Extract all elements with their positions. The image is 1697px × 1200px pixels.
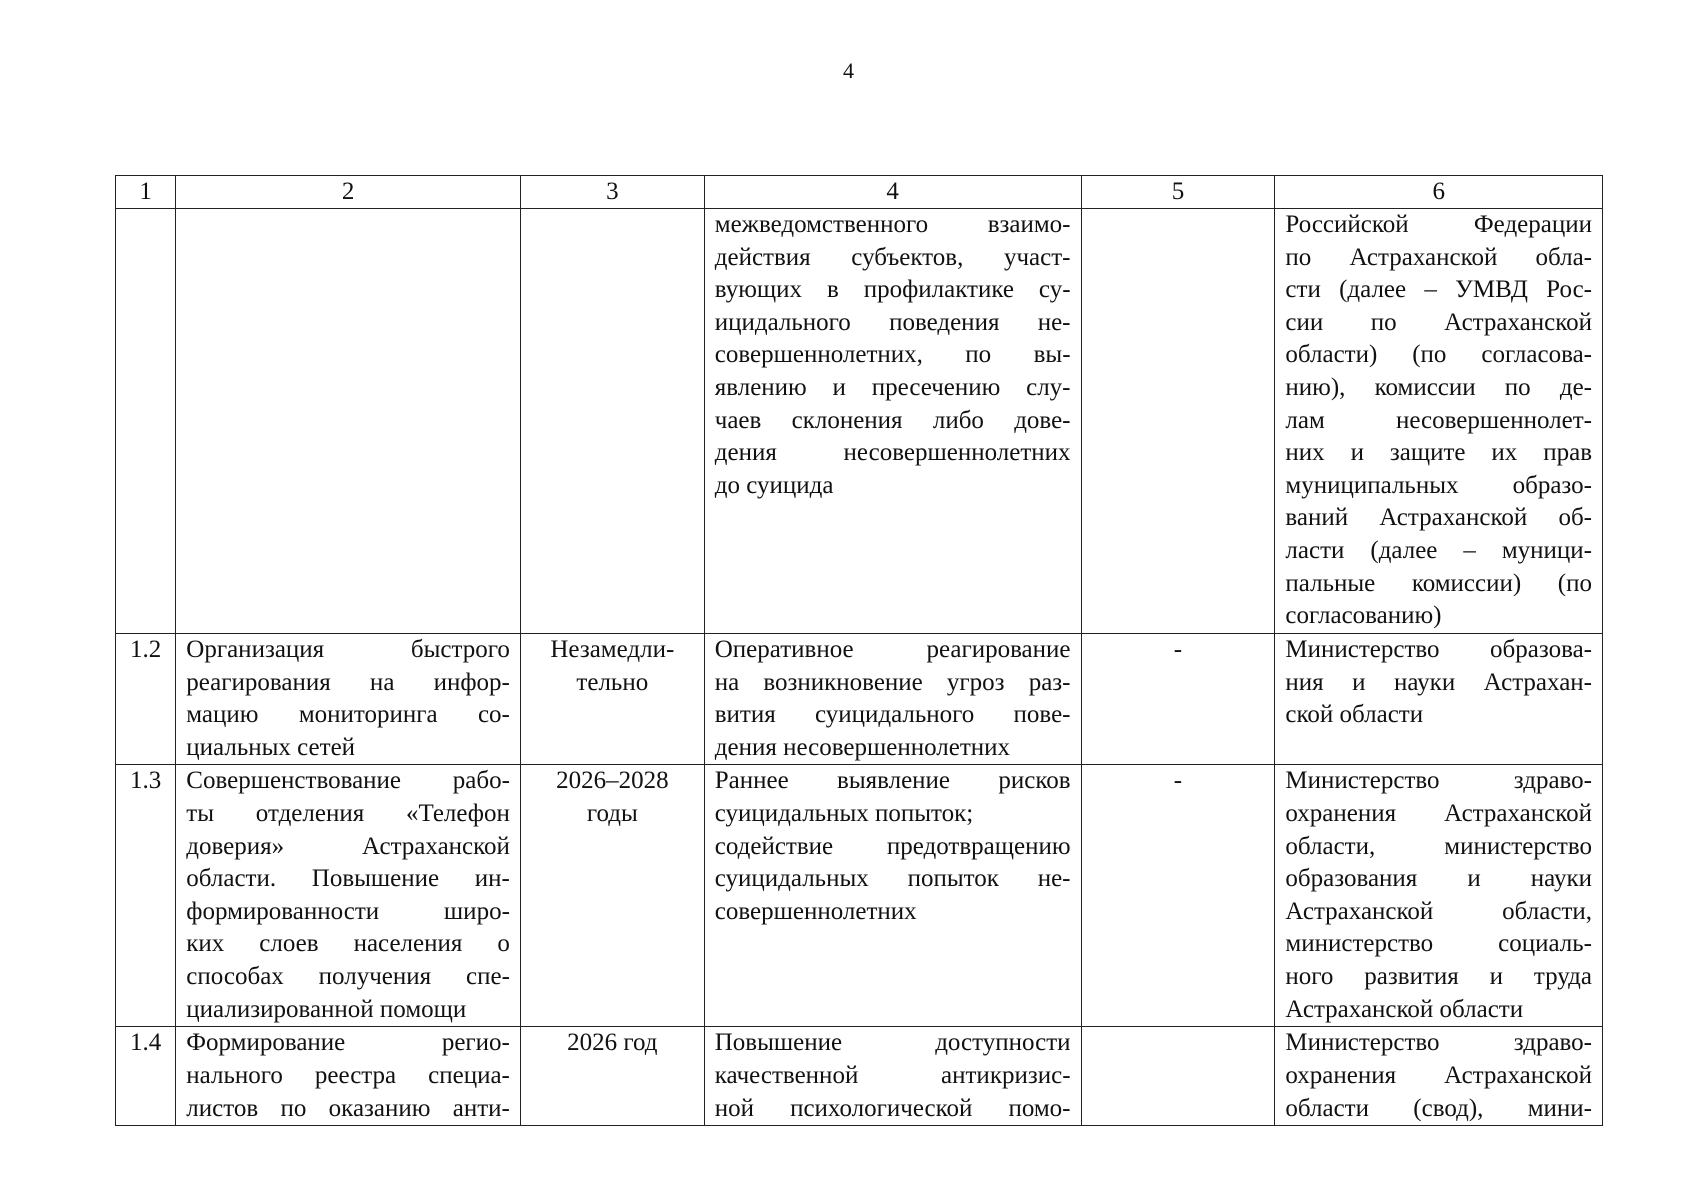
funding-cell: -	[1081, 634, 1275, 765]
text-line: Организация быстрого	[186, 636, 510, 663]
text-line: явлению и пресечению слу-	[714, 373, 1071, 401]
text-line: области (свод), мини-	[1285, 1094, 1592, 1122]
term-cell	[520, 209, 704, 634]
text-line: содействие предотвращению	[714, 832, 1071, 860]
text-line: ного развития и труда	[1285, 962, 1592, 990]
term-cell	[520, 765, 704, 1027]
text-line: министерство социаль-	[1285, 930, 1592, 958]
text-line: мацию мониторинга со-	[186, 701, 510, 729]
text-line: Оперативное реагирование	[714, 636, 1071, 663]
text-line: 2026–2028	[556, 767, 669, 795]
table-row	[116, 209, 1603, 634]
text-line: ицидального поведения не-	[714, 308, 1071, 336]
column-number: 5	[1081, 176, 1275, 209]
text-line: Министерство здраво-	[1285, 767, 1592, 795]
column-number: 3	[520, 176, 704, 209]
text-line: дения несовершеннолетних	[714, 733, 1011, 761]
executors-cell	[1275, 209, 1603, 634]
text-line: суицидальных попыток не-	[714, 865, 1071, 893]
action-cell	[176, 634, 521, 765]
text-line: годы	[586, 799, 638, 827]
text-line: суицидальных попыток;	[714, 799, 974, 827]
text-line: доверия» Астраханской	[186, 832, 510, 860]
text-line: Министерство образова-	[1285, 636, 1592, 663]
text-line: охранения Астраханской	[1285, 799, 1592, 827]
text-line: Повышение доступности	[714, 1029, 1071, 1057]
result-cell	[704, 1027, 1081, 1126]
text-line: Российской Федерации	[1285, 211, 1592, 238]
text-line: действия субъектов, участ-	[714, 243, 1071, 271]
result-cell	[704, 209, 1081, 634]
text-line: до суицида	[714, 471, 834, 499]
text-line: ния и науки Астрахан-	[1285, 668, 1592, 696]
funding-cell: -	[1081, 765, 1275, 1027]
action-cell	[176, 1027, 521, 1126]
text-line: лам несовершеннолет-	[1285, 406, 1592, 434]
table-row	[116, 765, 1603, 1027]
text-line: сти (далее – УМВД Рос-	[1285, 276, 1592, 304]
text-line: тельно	[576, 668, 649, 696]
table-row	[116, 634, 1603, 765]
text-line: качественной антикризис-	[714, 1061, 1071, 1089]
action-cell	[176, 209, 521, 634]
row-number: 1.3	[116, 765, 176, 1027]
text-line: нию), комиссии по де-	[1285, 373, 1592, 401]
funding-cell	[1081, 1027, 1275, 1126]
column-number-row	[116, 176, 1603, 209]
text-line: межведомственного взаимо-	[714, 211, 1071, 238]
text-line: Незамедли-	[550, 636, 675, 663]
text-line: образования и науки	[1285, 865, 1592, 893]
text-line: них и защите их прав	[1285, 439, 1592, 467]
executors-cell	[1275, 634, 1603, 765]
row-number	[116, 209, 176, 634]
text-line: Совершенствование рабо-	[186, 767, 510, 795]
text-line: ной психологической помо-	[714, 1094, 1071, 1122]
measures-table	[115, 175, 1603, 1126]
executors-cell	[1275, 1027, 1603, 1126]
text-line: листов по оказанию анти-	[186, 1094, 510, 1122]
text-line: совершеннолетних	[714, 897, 917, 925]
table-row	[116, 1027, 1603, 1126]
text-line: реагирования на инфор-	[186, 668, 510, 696]
text-line: Министерство здраво-	[1285, 1029, 1592, 1057]
text-line: дения несовершеннолетних	[714, 439, 1071, 467]
text-line: Раннее выявление рисков	[714, 767, 1071, 795]
column-number: 6	[1275, 176, 1603, 209]
text-line: нального реестра специа-	[186, 1061, 510, 1089]
text-line: области, министерство	[1285, 832, 1592, 860]
text-line: ких слоев населения о	[186, 930, 510, 958]
text-line: вующих в профилактике су-	[714, 276, 1071, 304]
text-line: ской области	[1285, 701, 1424, 729]
row-number: 1.2	[116, 634, 176, 765]
text-line: совершеннолетних, по вы-	[714, 341, 1071, 369]
action-cell	[176, 765, 521, 1027]
text-line: на возникновение угроз раз-	[714, 668, 1071, 696]
text-line: чаев склонения либо дове-	[714, 406, 1071, 434]
text-line: Астраханской области,	[1285, 897, 1592, 925]
result-cell	[704, 634, 1081, 765]
text-line: пальные комиссии) (по	[1285, 569, 1592, 597]
text-line: ты отделения «Телефон	[186, 799, 510, 827]
funding-cell	[1081, 209, 1275, 634]
text-line: 2026 год	[567, 1029, 658, 1057]
text-line: способах получения спе-	[186, 962, 510, 990]
text-line: области. Повышение ин-	[186, 865, 510, 893]
column-number: 2	[176, 176, 521, 209]
text-line: ваний Астраханской об-	[1285, 504, 1592, 532]
text-line: Формирование регио-	[186, 1029, 510, 1057]
row-number: 1.4	[116, 1027, 176, 1126]
column-number: 1	[116, 176, 176, 209]
text-line: Астраханской области	[1285, 995, 1524, 1023]
text-line: охранения Астраханской	[1285, 1061, 1592, 1089]
term-cell	[520, 634, 704, 765]
term-cell	[520, 1027, 704, 1126]
text-line: муниципальных образо-	[1285, 471, 1592, 499]
text-line: сии по Астраханской	[1285, 308, 1592, 336]
text-line: циальных сетей	[186, 733, 356, 761]
text-line: циализированной помощи	[186, 995, 467, 1023]
page-number: 4	[843, 58, 854, 83]
text-line: формированности широ-	[186, 897, 510, 925]
text-line: вития суицидального пове-	[714, 701, 1071, 729]
column-number: 4	[704, 176, 1081, 209]
text-line: по Астраханской обла-	[1285, 243, 1592, 271]
text-line: ласти (далее – муници-	[1285, 536, 1592, 564]
result-cell	[704, 765, 1081, 1027]
text-line: согласованию)	[1285, 602, 1442, 630]
executors-cell	[1275, 765, 1603, 1027]
text-line: области) (по согласова-	[1285, 341, 1592, 369]
